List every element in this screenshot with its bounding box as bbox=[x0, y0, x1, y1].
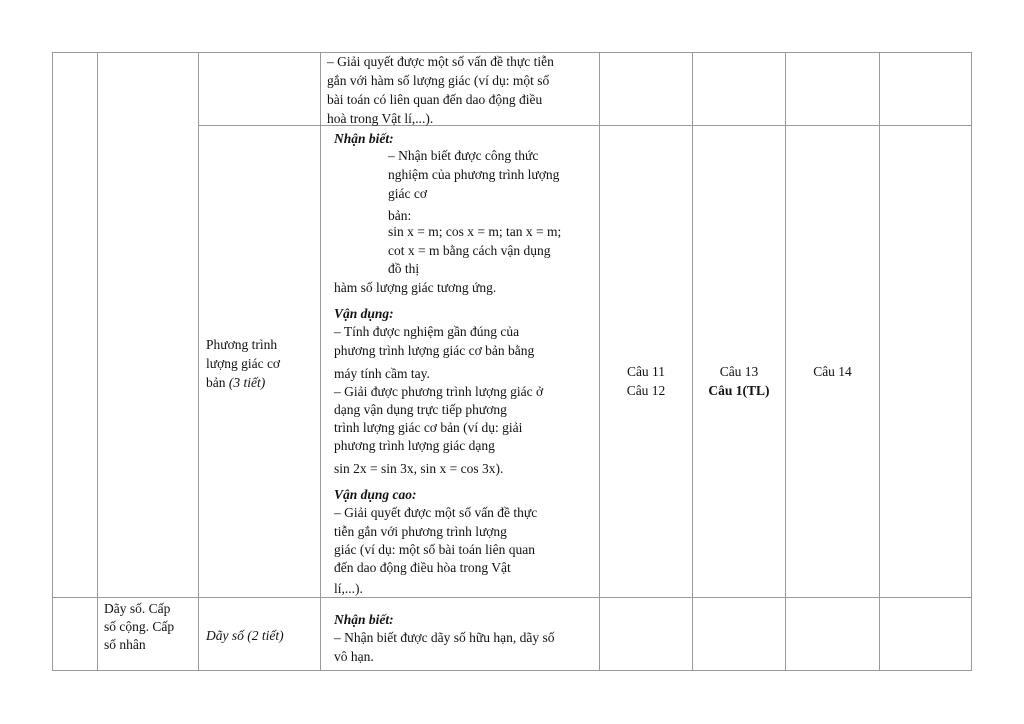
text-line: nghiệm của phương trình lượng bbox=[388, 167, 560, 182]
lesson-line: Dãy số (2 tiết) bbox=[206, 628, 284, 643]
grid-line bbox=[971, 52, 972, 671]
text-line: phương trình lượng giác cơ bản bằng bbox=[334, 343, 535, 358]
text-line: – Nhận biết được công thức bbox=[388, 148, 539, 163]
topic-line: Dãy số. Cấp bbox=[104, 601, 171, 616]
text-line: trình lượng giác cơ bản (ví dụ: giải bbox=[334, 420, 523, 435]
text-line: bản: bbox=[388, 208, 412, 223]
nhan-biet-heading: Nhận biết: bbox=[334, 612, 394, 627]
grid-line bbox=[52, 597, 972, 598]
text-line: sin x = m; cos x = m; tan x = m; bbox=[388, 224, 562, 239]
text-line: hoà trong Vật lí,...). bbox=[327, 111, 434, 126]
text-line: đến dao động điều hòa trong Vật bbox=[334, 560, 511, 575]
text-line: hàm số lượng giác tương ứng. bbox=[334, 280, 497, 295]
lesson-text: bản bbox=[206, 375, 229, 390]
question-van-dung: Câu 14 bbox=[813, 364, 852, 379]
grid-line bbox=[52, 52, 53, 671]
van-dung-cao-heading: Vận dụng cao: bbox=[334, 487, 417, 502]
topic-line: số cộng. Cấp bbox=[104, 619, 175, 634]
grid-line bbox=[97, 52, 98, 671]
grid-line bbox=[198, 52, 199, 671]
text-line: gắn với hàm số lượng giác (ví dụ: một số bbox=[327, 73, 550, 88]
text-line: – Giải quyết được một số vấn đề thực tiễn bbox=[327, 54, 554, 69]
van-dung-heading: Vận dụng: bbox=[334, 306, 394, 321]
lesson-duration: (3 tiết) bbox=[228, 375, 266, 390]
question-nhan-biet: Câu 12 bbox=[626, 383, 666, 398]
text-line: tiễn gắn với phương trình lượng bbox=[334, 524, 507, 539]
grid-line bbox=[879, 52, 880, 671]
text-line: phương trình lượng giác dạng bbox=[334, 438, 495, 453]
text-line: – Nhận biết được dãy số hữu hạn, dãy số bbox=[334, 630, 555, 645]
text-line: máy tính cầm tay. bbox=[334, 366, 430, 381]
topic-line: số nhân bbox=[104, 637, 146, 652]
lesson-line bbox=[206, 373, 265, 392]
text-line: giác cơ bbox=[388, 186, 427, 201]
nhan-biet-heading: Nhận biết: bbox=[334, 131, 394, 146]
grid-line bbox=[52, 670, 972, 671]
text-line: cot x = m bằng cách vận dụng bbox=[388, 243, 551, 258]
grid-line bbox=[320, 52, 321, 671]
text-line: đồ thị bbox=[388, 261, 420, 276]
lesson-line: Phương trình bbox=[206, 337, 278, 352]
text-line: – Giải quyết được một số vấn đề thực bbox=[334, 505, 538, 520]
text-line: sin 2x = sin 3x, sin x = cos 3x). bbox=[334, 461, 504, 476]
question-thong-hieu: Câu 13 bbox=[719, 364, 759, 379]
text-line: lí,...). bbox=[334, 581, 363, 596]
question-thong-hieu: Câu 1(TL) bbox=[708, 383, 770, 398]
text-line: giác (ví dụ: một số bài toán liên quan bbox=[334, 542, 535, 557]
text-line: dạng vận dụng trực tiếp phương bbox=[334, 402, 507, 417]
grid-line bbox=[198, 125, 972, 126]
text-line: vô hạn. bbox=[334, 649, 374, 664]
text-line: bài toán có liên quan đến dao động điều bbox=[327, 92, 543, 107]
text-line: – Giải được phương trình lượng giác ở bbox=[334, 384, 544, 399]
text-line: – Tính được nghiệm gần đúng của bbox=[334, 324, 520, 339]
lesson-line: lượng giác cơ bbox=[206, 356, 281, 371]
question-nhan-biet: Câu 11 bbox=[626, 364, 666, 379]
